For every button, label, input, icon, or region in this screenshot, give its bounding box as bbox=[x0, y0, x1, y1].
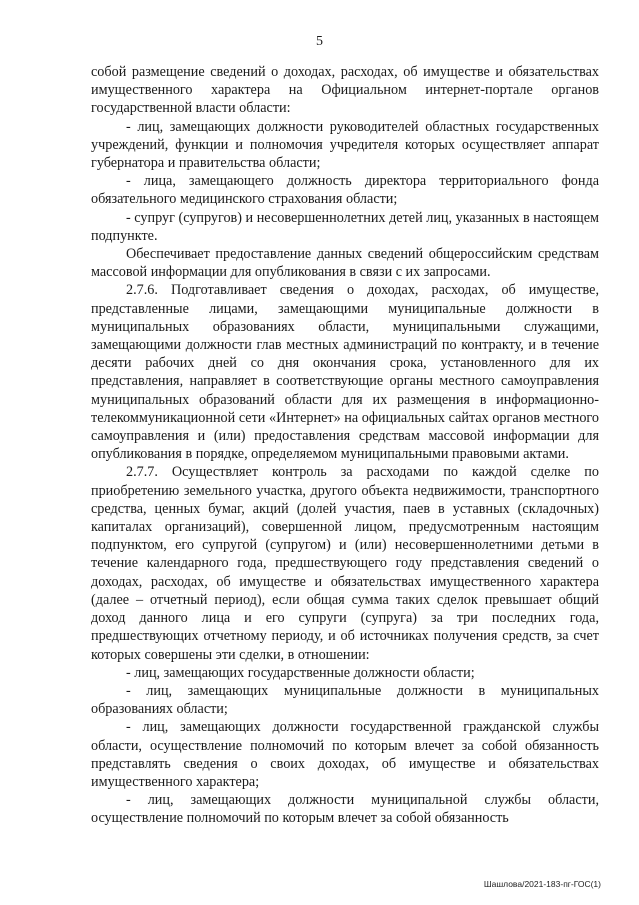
list-item-heads-of-institutions: - лиц, замещающих должности руководителей областных государственных учреждений, функции и полномочия учредителя которых осуществляет аппарат губернатора и правительства области; bbox=[91, 118, 599, 172]
paragraph-clause-2-7-7: 2.7.7. Осуществляет контроль за расходами по каждой сделке по приобретению земельного участка, другого объекта недвижимости, транспортного средства, ценных бумаг, акций (долей участия, паев в уставных (складочных) капиталах организаций), совершенной лицом, предусмотренным настоящим подпунктом, его супругой (супругом) и (или) несовершеннолетними детьми в течение календарного года, предшествующего году представления сведений о доходах, расходах, об имуществе и обязательствах имущественного характера (далее – отчетный период), если общая сумма таких сделок превышает общий доход данного лица и его супруги (супруга) за три последних года, предшествующих отчетному периоду, и об источниках получения средств, за счет которых совершены эти сделки, в отношении: bbox=[91, 464, 599, 663]
paragraph-continuation: собой размещение сведений о доходах, расходах, об имуществе и обязательствах имущественного характера на Официальном интернет-портале органов государственной власти области: bbox=[91, 64, 599, 117]
document-body bbox=[91, 63, 599, 828]
page-number: 5 bbox=[316, 34, 323, 49]
list-item-state-positions: - лиц, замещающих государственные должности области; bbox=[126, 664, 475, 681]
list-item-civil-service: - лиц, замещающих должности государственной гражданской службы области, осуществление полномочий по которым влечет за собой обязанность представлять сведения о своих доходах, об имуществе и обязательствах имущественного характера; bbox=[91, 719, 599, 790]
list-item-municipal-service: - лиц, замещающих должности муниципальной службы области, осуществление полномочий по которым влечет за собой обязанность bbox=[91, 792, 599, 827]
list-item-spouses-children: - супруг (супругов) и несовершеннолетних детей лиц, указанных в настоящем подпункте. bbox=[91, 209, 599, 244]
paragraph-media-provision: Обеспечивает предоставление данных сведений общероссийским средствам массовой информации для опубликования в связи с их запросами. bbox=[91, 246, 599, 281]
list-item-municipal-positions: - лиц, замещающих муниципальные должности в муниципальных образованиях области; bbox=[91, 682, 599, 718]
document-footer-code: Шашлова/2021-183-пг-ГОС(1) bbox=[483, 879, 601, 889]
list-item-fund-director: - лица, замещающего должность директора территориального фонда обязательного медицинского страхования области; bbox=[91, 173, 599, 208]
paragraph-clause-2-7-6: 2.7.6. Подготавливает сведения о доходах, расходах, об имуществе, представленные лицами, замещающими муниципальные должности в муниципальных образованиях области, муниципальными служащими, замещающими должности глав местных администраций по контракту, и в течение десяти рабочих дней со дня окончания срока, установленного для их представления, направляет в соответствующие органы местного самоуправления муниципальных образований области для их размещения в информационно-телекоммуникационной сети «Интернет» на официальных сайтах органов местного самоуправления и (или) предоставления средствам массовой информации для опубликования в порядке, определяемом муниципальными правовыми актами. bbox=[91, 282, 599, 463]
